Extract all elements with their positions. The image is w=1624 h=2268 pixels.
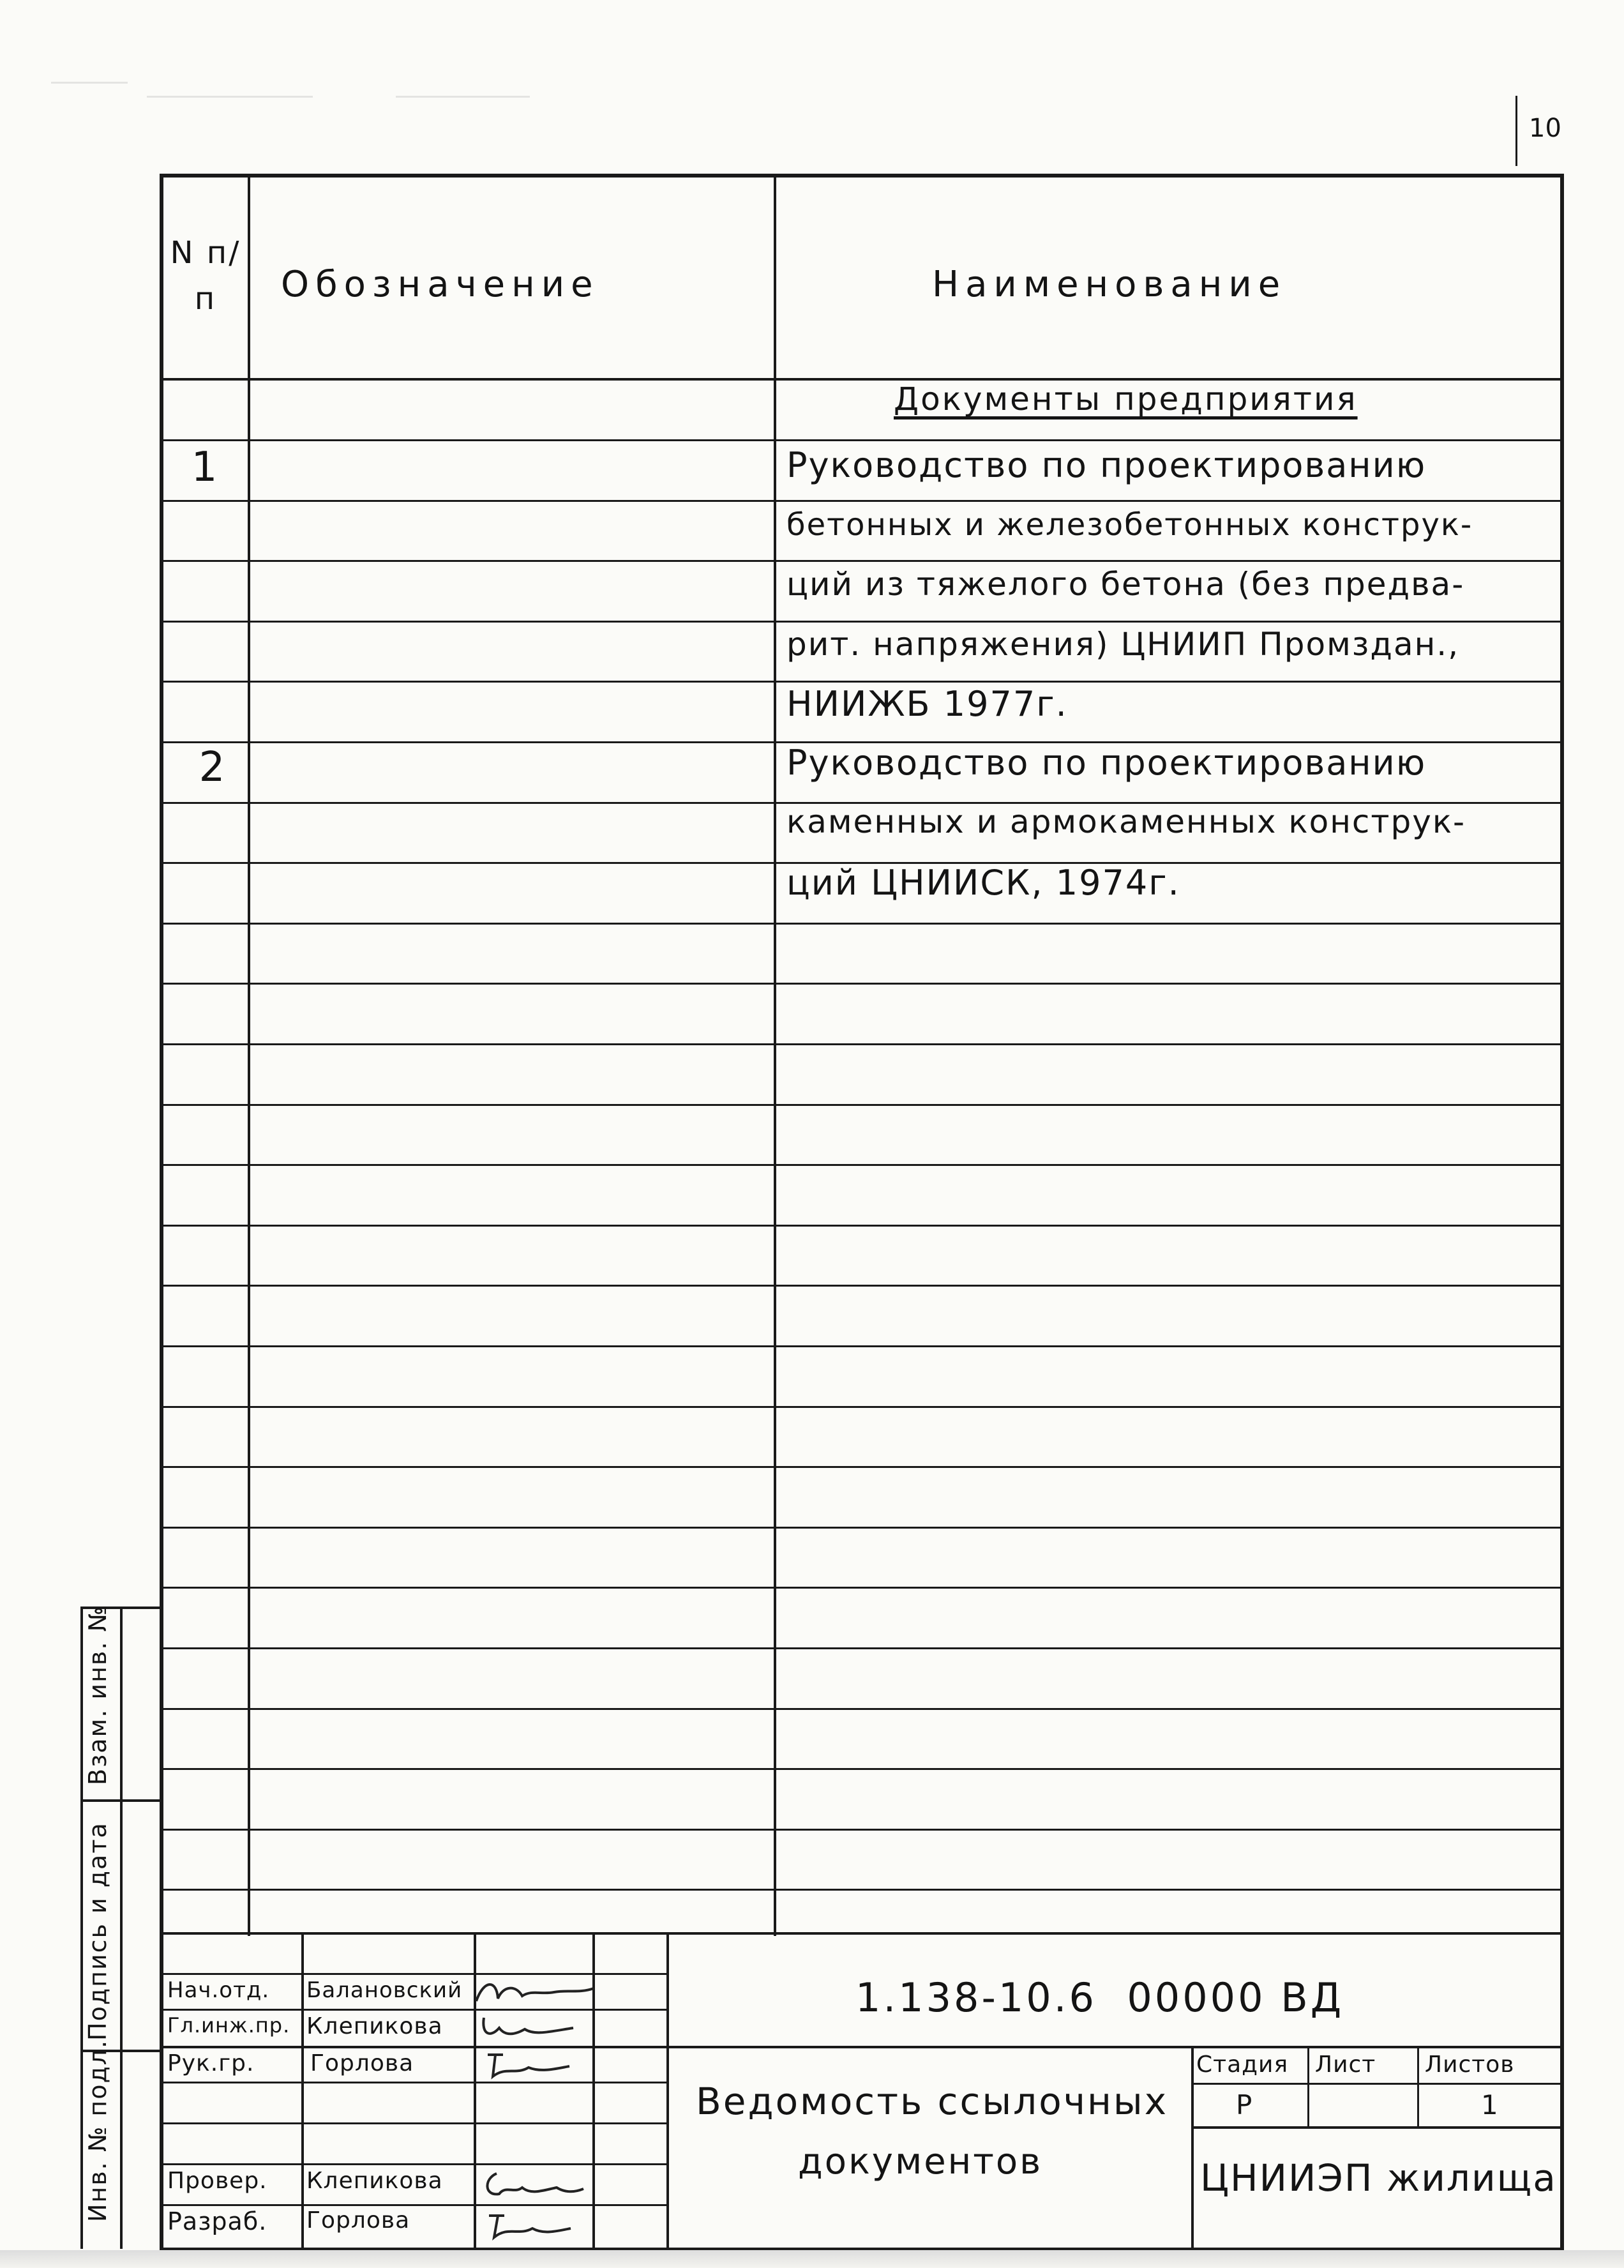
table-rule	[160, 1708, 1561, 1710]
tb-stage-row	[1191, 2083, 1561, 2085]
table-rule	[160, 621, 1561, 623]
col-name-header: Наименование	[932, 264, 1287, 305]
tb-stage-left	[1191, 2046, 1194, 2249]
page-number: 10	[1529, 114, 1561, 143]
entry-text-line: Руководство по проектированию	[786, 445, 1427, 485]
side-stamp-podpis: Подпись и дата	[84, 1822, 112, 2041]
side-stamp-inv-podl: Инв. № подл.	[84, 2039, 112, 2222]
entry-text-line: ций ЦНИИСК, 1974г.	[786, 863, 1180, 903]
signature-5	[480, 2207, 576, 2245]
tb-person-name: Горлова	[306, 2207, 410, 2234]
side-stamp-sep-1	[80, 1799, 161, 1802]
stage-label: Стадия	[1196, 2052, 1289, 2078]
title-block-top	[160, 1932, 1561, 1935]
side-stamp-left	[80, 1606, 83, 2249]
scan-noise	[51, 82, 128, 84]
table-rule	[160, 1104, 1561, 1106]
frame-top	[160, 174, 1564, 178]
signature-3	[480, 2047, 576, 2083]
entry-text-line: бетонных и железобетонных конструк-	[786, 507, 1473, 543]
table-rule	[160, 1164, 1561, 1166]
entry-text-line: ций из тяжелого бетона (без предва-	[786, 566, 1465, 603]
sheets-value: 1	[1481, 2089, 1499, 2121]
tb-person-name: Балановский	[306, 1977, 463, 2003]
signature-1	[471, 1973, 599, 2011]
tb-row-line	[160, 2046, 1561, 2048]
entry-text-line: каменных и армокаменных конструк-	[786, 803, 1466, 840]
table-rule	[160, 1829, 1561, 1831]
tb-role: Нач.отд.	[167, 1977, 270, 2003]
scan-edge-shadow	[0, 2250, 1624, 2268]
table-rule	[160, 560, 1561, 562]
table-rule	[160, 1768, 1561, 1770]
col-num-header: N п/п	[170, 235, 241, 317]
tb-role: Разраб.	[167, 2207, 267, 2235]
table-rule	[160, 1889, 1561, 1891]
entry-text-line: НИИЖБ 1977г.	[786, 684, 1068, 724]
frame-right	[1560, 174, 1564, 2250]
organization: ЦНИИЭП жилища	[1200, 2156, 1557, 2200]
section-title: Документы предприятия	[894, 381, 1358, 418]
table-rule	[160, 1527, 1561, 1529]
tb-role: Гл.инж.пр.	[167, 2013, 290, 2037]
signature-2	[477, 2009, 580, 2045]
tb-sheet-left	[1307, 2046, 1309, 2126]
col-designation-header: Обозначение	[281, 264, 599, 305]
sheets-label: Листов	[1425, 2052, 1515, 2078]
col-divider-2	[774, 174, 776, 1936]
tb-stage-bottom	[1191, 2126, 1561, 2129]
tb-row-line	[160, 2204, 666, 2206]
tb-row-line	[160, 2163, 666, 2165]
table-rule	[160, 1406, 1561, 1408]
table-rule	[160, 500, 1561, 502]
tb-role: Провер.	[167, 2168, 267, 2194]
scan-noise	[396, 96, 530, 98]
table-rule	[160, 923, 1561, 925]
scan-noise	[147, 96, 313, 98]
doc-code: 1.138-10.6 00000 ВД	[855, 1974, 1344, 2021]
tb-sheets-left	[1417, 2046, 1419, 2126]
col-divider-1	[248, 174, 250, 1936]
table-rule	[160, 983, 1561, 985]
tb-person-name: Клепикова	[306, 2168, 443, 2194]
tb-col-role	[301, 1932, 304, 2249]
tb-col-date	[666, 1932, 669, 2249]
tb-person-name: Клепикова	[306, 2013, 443, 2039]
table-rule	[160, 1225, 1561, 1227]
table-rule	[160, 1043, 1561, 1045]
doc-title-line-2: документов	[798, 2141, 1043, 2182]
entry-number: 1	[191, 444, 218, 491]
sheet-label: Лист	[1315, 2052, 1376, 2078]
table-rule	[160, 1285, 1561, 1287]
entry-number: 2	[199, 744, 225, 791]
table-rule	[160, 681, 1561, 683]
signature-4	[477, 2166, 586, 2204]
tb-person-name: Горлова	[310, 2050, 414, 2076]
side-stamp-mid	[120, 1606, 123, 2249]
table-rule	[160, 1647, 1561, 1649]
entry-text-line: рит. напряжения) ЦНИИП Промздан.,	[786, 626, 1460, 663]
page-number-tick	[1515, 96, 1517, 166]
tb-role: Рук.гр.	[167, 2050, 255, 2076]
tb-row-line	[160, 2082, 666, 2083]
table-rule	[160, 1345, 1561, 1347]
doc-title-line-1: Ведомость ссылочных	[696, 2080, 1169, 2123]
table-rule	[160, 439, 1561, 441]
side-stamp-vzam-inv: Взам. инв. №	[84, 1605, 112, 1785]
entry-text-line: Руководство по проектированию	[786, 743, 1427, 783]
tb-row-line	[160, 2122, 666, 2124]
table-rule	[160, 1587, 1561, 1589]
stage-value: Р	[1236, 2089, 1253, 2121]
table-rule	[160, 1466, 1561, 1468]
